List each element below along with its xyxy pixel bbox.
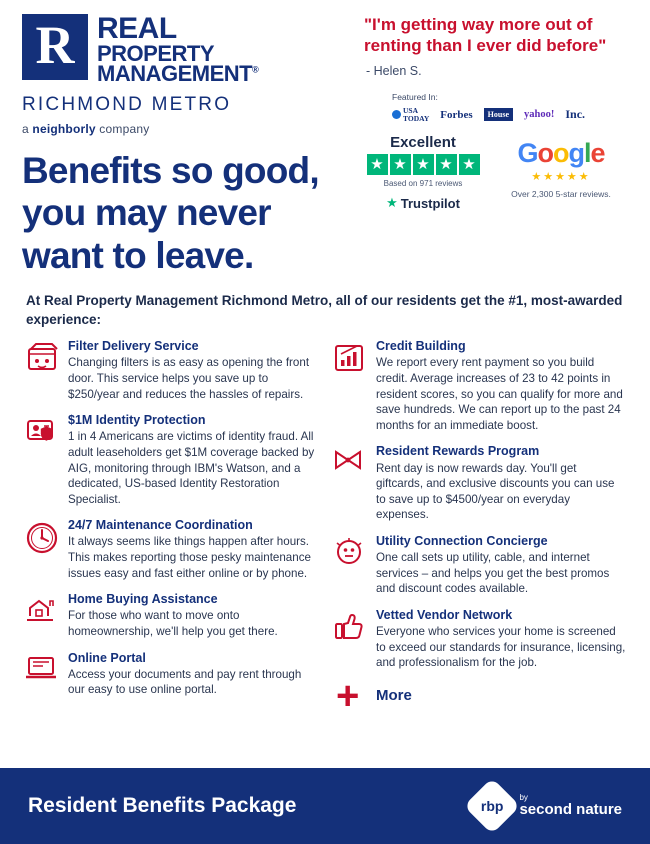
logo <box>22 14 352 85</box>
benefit-text: Changing filters is as easy as opening the front door. This service helps you save up to $250/year and reduces the hassles of repairs. <box>68 356 310 401</box>
benefits-column-right <box>332 339 626 768</box>
benefit-title: Online Portal <box>68 650 146 665</box>
star-icon: ★ <box>459 154 480 175</box>
clock-icon <box>24 518 68 581</box>
featured-logos <box>362 107 628 122</box>
logo-letter: R <box>35 15 75 75</box>
list-item <box>332 534 626 597</box>
logo-wordmark <box>88 14 258 85</box>
laptop-icon <box>24 651 68 698</box>
list-item <box>332 608 626 671</box>
logo-usa-today: USA TODAY <box>392 107 429 122</box>
logo-mark-icon <box>22 14 88 80</box>
list-item <box>332 339 626 433</box>
logo-yahoo: yahoo! <box>524 109 555 121</box>
google-block <box>484 134 628 199</box>
logo-line-3: MANAGEMENT® <box>97 61 259 87</box>
google-review-count: Over 2,300 5-star reviews. <box>511 189 611 200</box>
star-icon: ★ <box>390 154 411 175</box>
footer-brand-label: second nature <box>519 801 622 819</box>
plus-icon: + <box>336 673 360 718</box>
benefit-text: For those who want to move onto homeownership, we'll help you get there. <box>68 609 278 638</box>
more-benefits-row <box>332 673 626 718</box>
house-steps-icon <box>24 592 68 639</box>
google-logo: Google <box>517 138 605 169</box>
plug-outlet-icon <box>332 534 376 597</box>
thumbs-up-icon <box>332 608 376 671</box>
footer-by-label: by <box>519 793 528 803</box>
testimonial-quote: "I'm getting way more out of renting than I ever did before" <box>364 15 607 56</box>
id-card-shield-icon <box>24 413 68 507</box>
list-item <box>332 444 626 523</box>
footer-bar <box>0 768 650 844</box>
usa-today-dot-icon <box>392 110 401 119</box>
testimonial-attribution: - Helen S. <box>366 64 422 79</box>
star-icon: ★ <box>367 154 388 175</box>
benefit-title: Home Buying Assistance <box>68 592 218 607</box>
logo-inc: Inc. <box>565 107 586 122</box>
rbp-badge-icon: rbp <box>464 778 521 835</box>
benefit-title: Resident Rewards Program <box>376 444 540 459</box>
benefit-text: One call sets up utility, cable, and internet services – and helps you get the best promos and discount codes available. <box>376 551 610 596</box>
rbp-logo <box>472 786 622 826</box>
benefits-columns <box>0 329 650 768</box>
list-item <box>24 651 318 698</box>
trustpilot-stars <box>362 154 484 175</box>
affiliation-label: a neighborly company <box>22 122 150 137</box>
header-section <box>0 0 650 277</box>
benefit-title: Vetted Vendor Network <box>376 607 513 622</box>
benefit-text: It always seems like things happen after hours. This makes reporting those pesky maintenance issues easy and fast either online or by phone. <box>68 535 311 580</box>
list-item <box>24 339 318 402</box>
gift-ribbon-icon <box>332 444 376 523</box>
filter-box-icon <box>24 339 68 402</box>
benefits-column-left <box>24 339 318 768</box>
logo-line-1: REAL <box>97 12 177 45</box>
trustpilot-logo: ★ Trustpilot <box>386 195 460 211</box>
logo-line-2: PROPERTY <box>97 40 215 66</box>
footer-title: Resident Benefits Package <box>28 794 297 817</box>
page-title: Benefits so good, you may never want to leave. <box>22 150 319 276</box>
star-icon: ★ <box>436 154 457 175</box>
region-label: RICHMOND METRO <box>22 94 232 116</box>
benefit-text: We report every rent payment so you build credit. Average increases of 23 to 42 points in resident scores, so you can qualify for more and save hundreds. We can report up to the past 24 months for an immediate boost. <box>376 356 623 432</box>
ratings-row <box>362 134 628 211</box>
star-icon: ★ <box>413 154 434 175</box>
featured-in-label: Featured In: <box>392 92 438 103</box>
brand-and-headline <box>22 14 352 277</box>
bar-chart-arrow-icon <box>332 339 376 433</box>
benefit-text: Rent day is now rewards day. You'll get giftcards, and exclusive discounts you can use to save up to $4500/year on everyday expenses. <box>376 461 615 522</box>
benefit-text: 1 in 4 Americans are victims of identity fraud. All adult leaseholders get $1M coverage backed by AIG, monitoring through IBM's Watson, and a dedicated, US-based Identity Restoration Specialist. <box>68 430 315 506</box>
list-item <box>24 413 318 507</box>
benefit-title: Filter Delivery Service <box>68 339 199 354</box>
benefit-title: Credit Building <box>376 339 466 354</box>
social-proof-section <box>352 14 628 277</box>
trustpilot-block <box>362 134 484 211</box>
google-stars-icon: ★★★★★ <box>531 171 591 184</box>
trustpilot-star-icon: ★ <box>386 195 398 211</box>
logo-this-old-house: House <box>484 108 513 121</box>
benefit-title: Utility Connection Concierge <box>376 533 548 548</box>
benefit-text: Access your documents and pay rent through our easy to use online portal. <box>68 667 302 697</box>
more-label: More <box>376 687 412 705</box>
list-item <box>24 518 318 581</box>
registered-mark: ® <box>252 65 259 76</box>
logo-forbes: Forbes <box>440 108 473 121</box>
benefit-title: 24/7 Maintenance Coordination <box>68 518 253 533</box>
intro-paragraph: At Real Property Management Richmond Metro, all of our residents get the #1, most-awarded experience: <box>26 292 623 327</box>
trustpilot-review-count: Based on 971 reviews <box>383 179 463 189</box>
trustpilot-rating-word: Excellent <box>390 134 456 152</box>
benefit-text: Everyone who services your home is screened to exceed our standards for insurance, licensing, and professionalism for the job. <box>376 624 626 670</box>
benefit-title: $1M Identity Protection <box>68 413 206 428</box>
list-item <box>24 592 318 639</box>
